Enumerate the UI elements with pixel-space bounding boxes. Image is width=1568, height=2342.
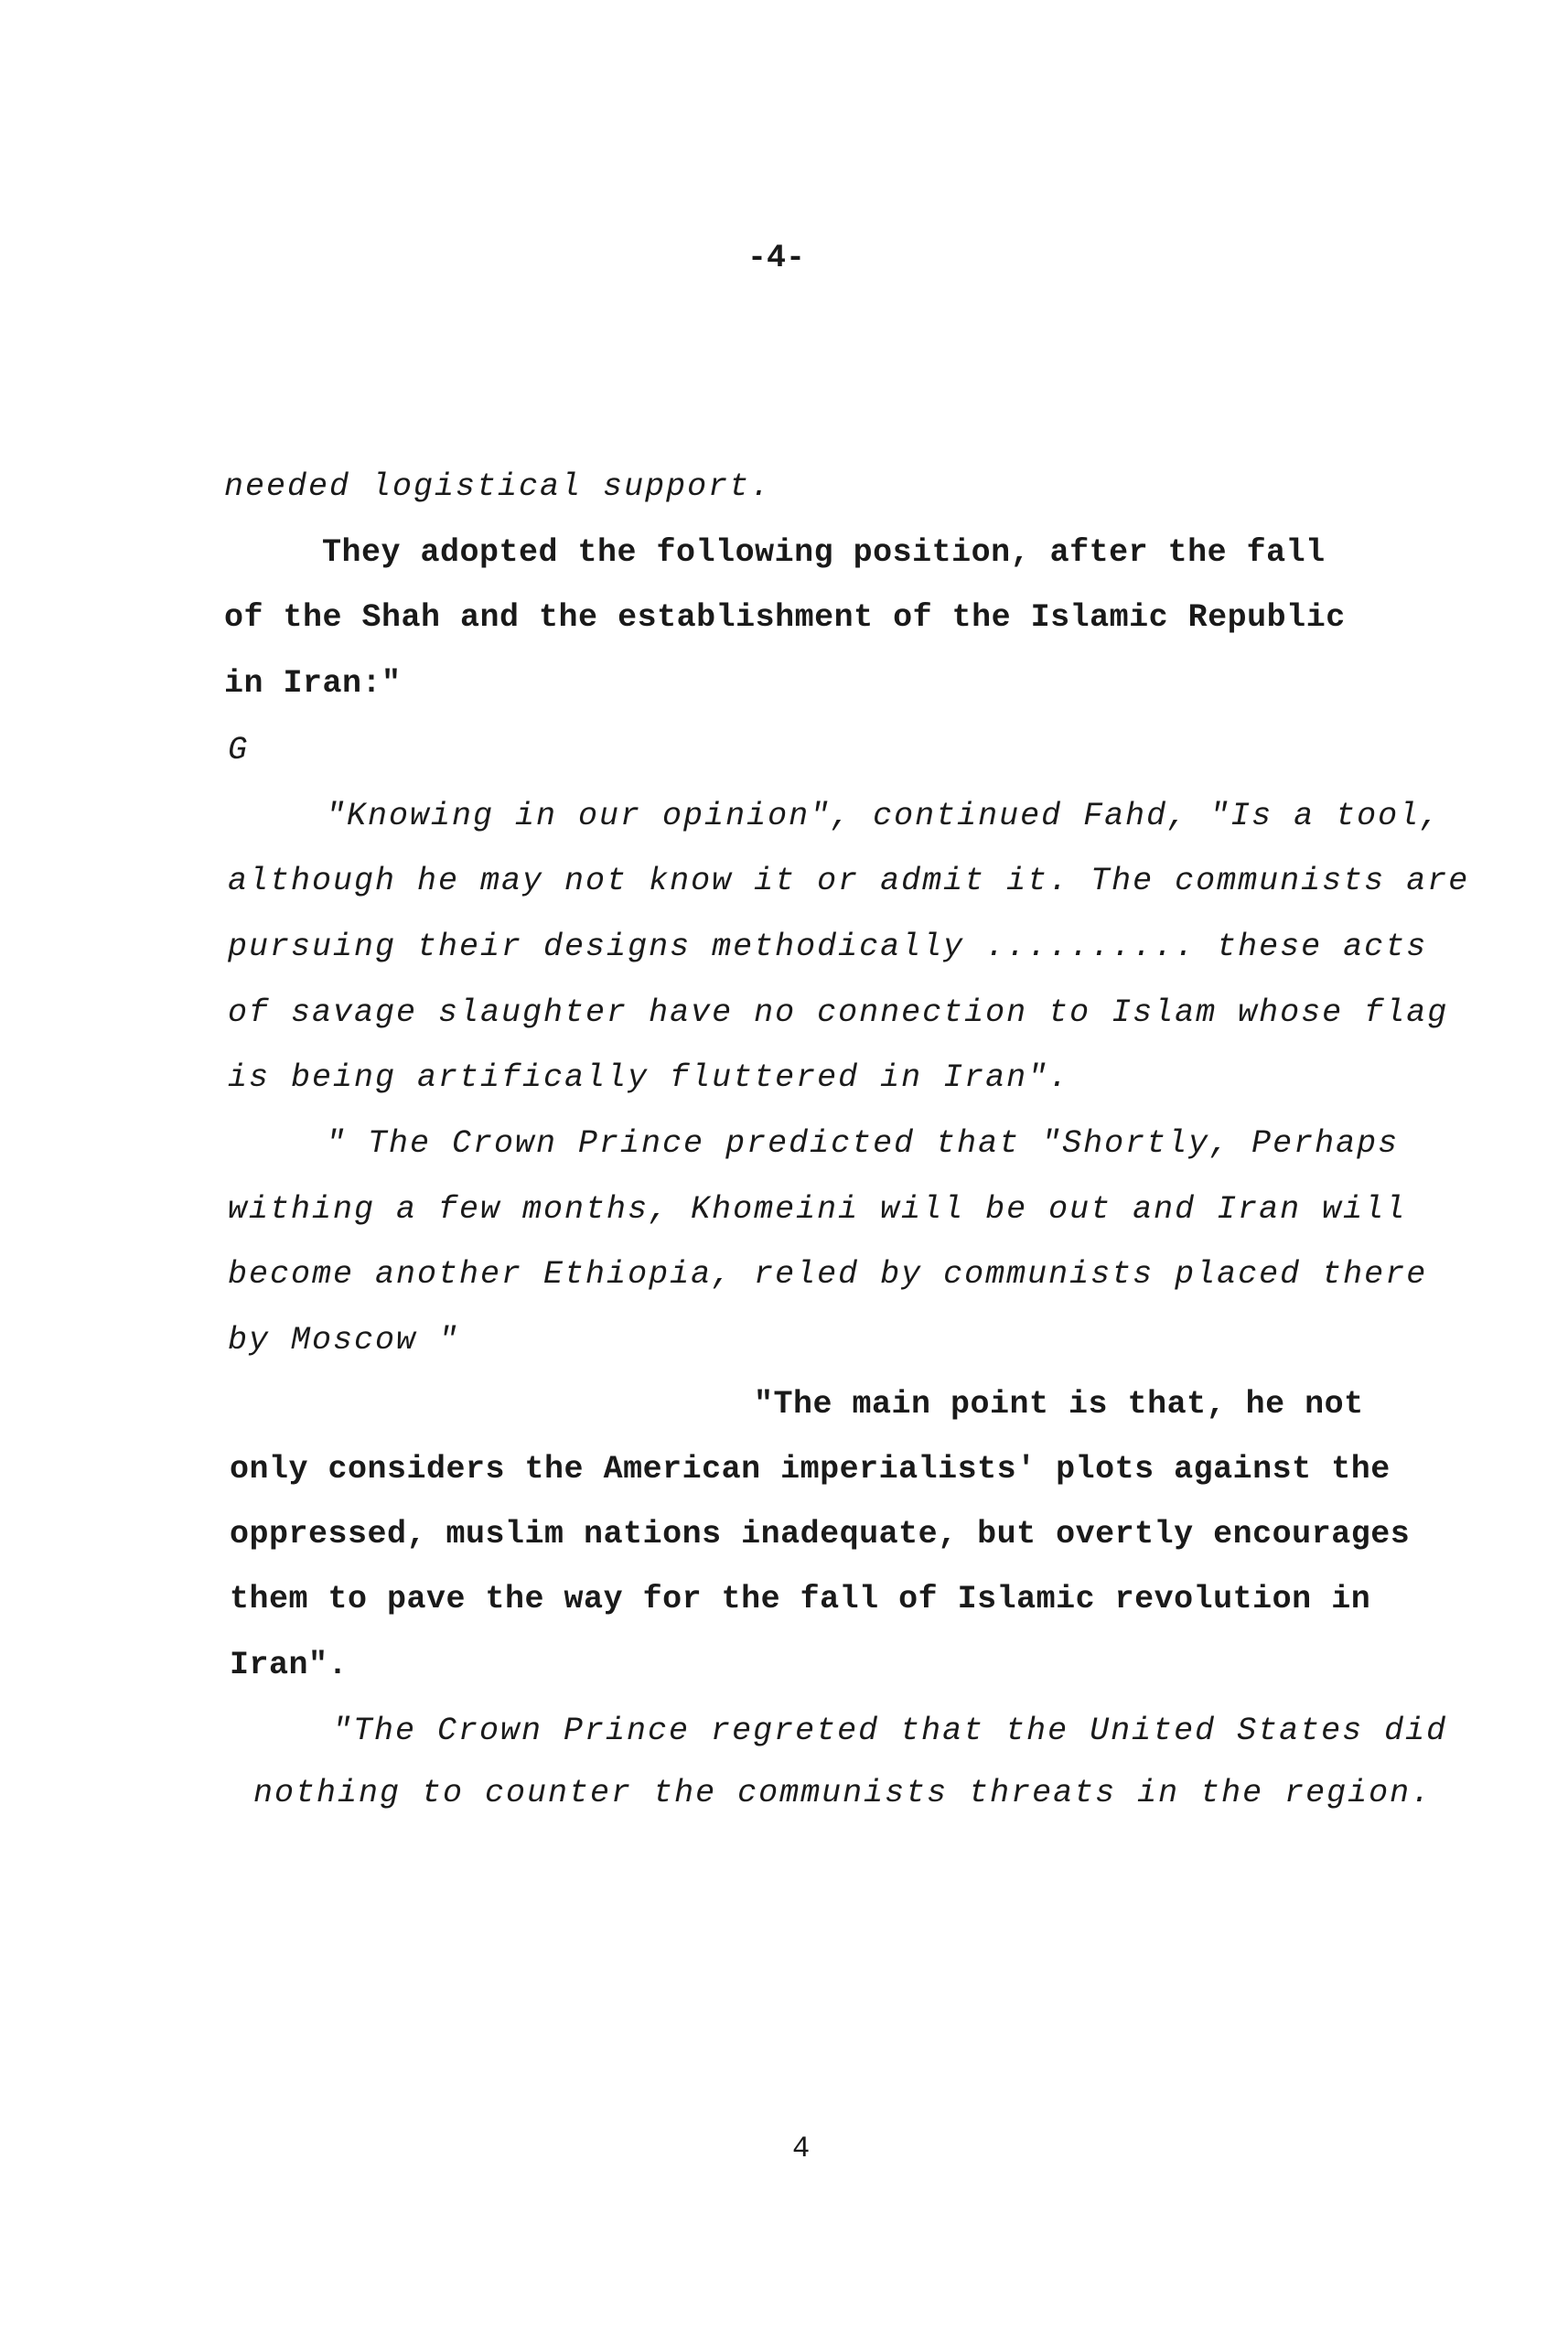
text-line: " The Crown Prince predicted that "Shortly, Perhaps — [326, 1125, 1400, 1162]
page-footer-number: 4 — [792, 2132, 811, 2165]
text-line: although he may not know it or admit it. The communists are — [228, 863, 1470, 899]
text-line: pursuing their designs methodically .......... these acts — [228, 929, 1428, 965]
text-line: They adopted the following position, after the fall — [322, 534, 1326, 571]
text-line: "Knowing in our opinion", continued Fahd, "Is a tool, — [326, 798, 1442, 834]
text-line: only considers the American imperialists' plots against the — [230, 1451, 1391, 1488]
text-line: "The main point is that, he not — [754, 1386, 1364, 1423]
text-line: withing a few months, Khomeini will be out and Iran will — [228, 1191, 1407, 1228]
page-header-number: -4- — [747, 240, 806, 276]
text-line: nothing to counter the communists threats in the region. — [253, 1775, 1433, 1811]
text-line: G — [228, 732, 250, 768]
text-line: in Iran:" — [224, 665, 402, 702]
text-line: of the Shah and the establishment of the Islamic Republic — [224, 599, 1346, 636]
text-line: them to pave the way for the fall of Islamic revolution in — [230, 1581, 1371, 1617]
text-line: become another Ethiopia, reled by communists placed there — [228, 1256, 1428, 1293]
text-line: "The Crown Prince regreted that the United States did — [332, 1713, 1448, 1749]
text-line: is being artifically fluttered in Iran". — [228, 1059, 1070, 1096]
text-line: by Moscow " — [228, 1322, 460, 1359]
text-line: Iran". — [230, 1647, 349, 1683]
text-line: needed logistical support. — [224, 468, 772, 505]
text-line: oppressed, muslim nations inadequate, but overtly encourages — [230, 1516, 1411, 1552]
text-line: of savage slaughter have no connection to Islam whose flag — [228, 994, 1449, 1031]
